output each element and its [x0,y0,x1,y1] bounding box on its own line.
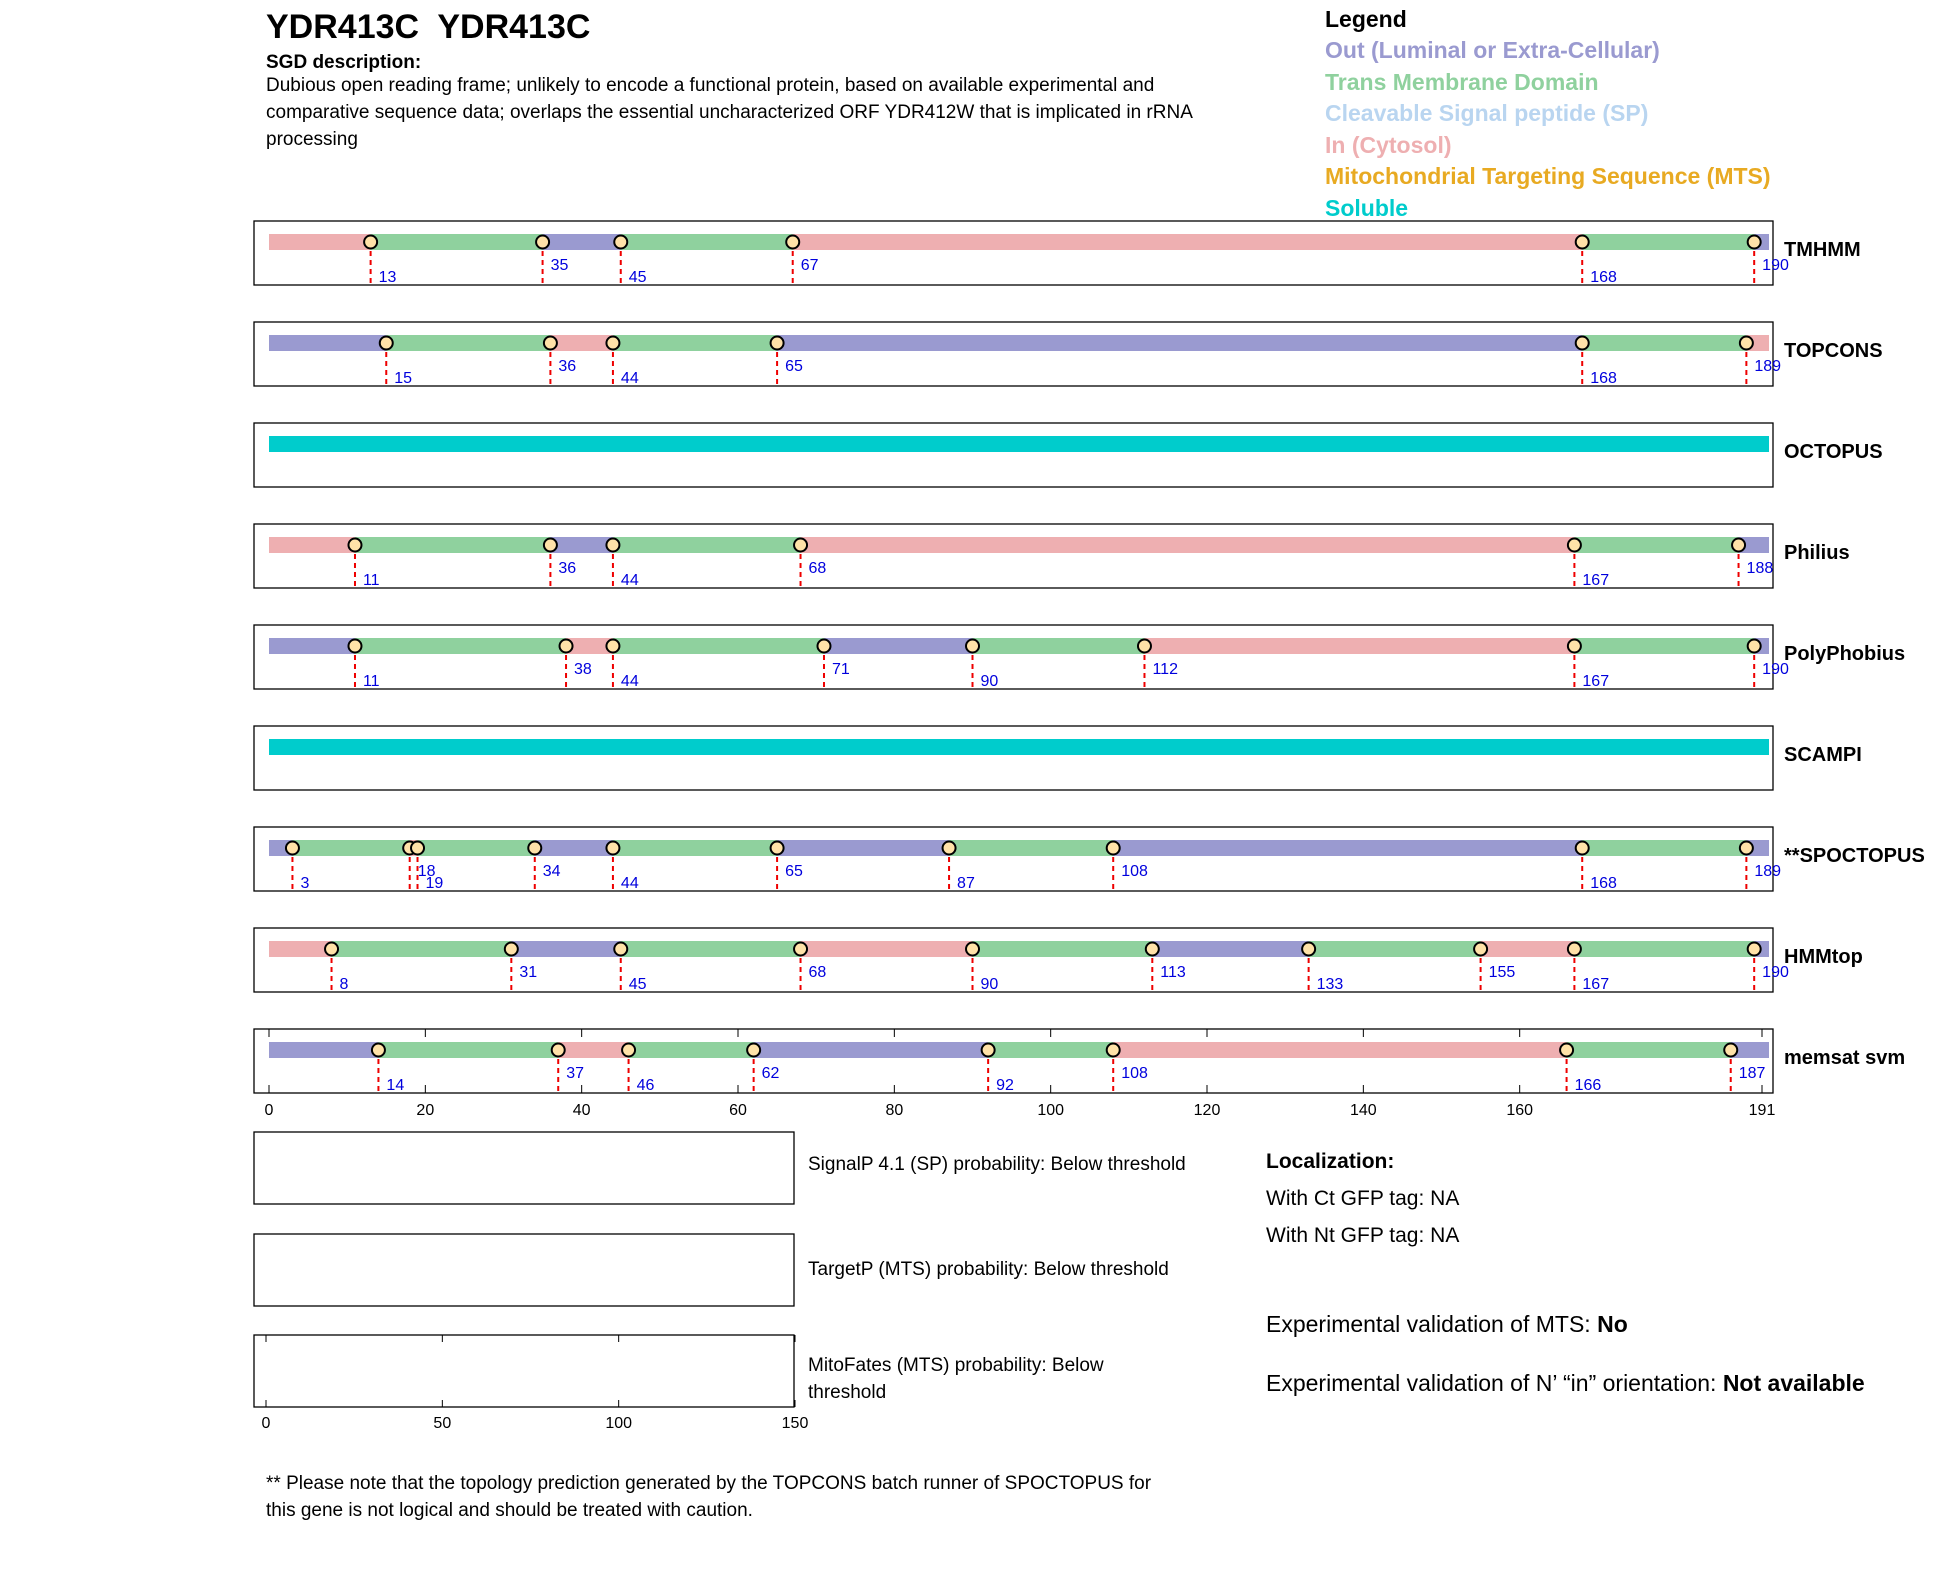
track-segment [269,638,355,654]
boundary-label: 190 [1762,257,1789,274]
track-segment [535,840,613,856]
boundary-label: 38 [574,661,592,678]
track-segment [550,335,613,351]
track-segment [613,638,824,654]
boundary-marker [982,1044,995,1057]
boundary-label: 31 [519,964,538,981]
boundary-label: 68 [808,560,827,577]
track-frame [254,827,1773,891]
boundary-label: 11 [362,572,380,589]
track-name: OCTOPUS [1784,441,1883,463]
boundary-label: 167 [1582,976,1610,993]
track-segment [613,840,777,856]
legend-item: Soluble [1325,194,1409,221]
boundary-label: 68 [808,964,827,981]
probability-frame [254,1132,794,1204]
page-title: YDR413C YDR413C [266,8,591,46]
track-segment [973,941,1153,957]
boundary-label: 190 [1762,964,1789,981]
boundary-label: 8 [339,976,349,993]
x-tick-label: 60 [729,1102,747,1119]
track-segment [269,537,355,553]
track-segment [543,234,621,250]
boundary-marker [1107,1044,1120,1057]
track-segment [1567,1042,1731,1058]
boundary-label: 36 [558,358,577,375]
boundary-label: 44 [620,572,639,589]
track-segment [801,537,1575,553]
boundary-marker [364,236,377,249]
boundary-marker [606,842,619,855]
mts-validation [1266,1308,1886,1340]
boundary-marker [614,943,627,956]
localization-heading: Localization: [1266,1150,1395,1173]
track-name: Philius [1784,542,1850,564]
track-name: PolyPhobius [1784,643,1906,665]
track-segment [269,1042,378,1058]
track-segment [621,941,801,957]
track-segment [558,1042,628,1058]
boundary-marker [771,842,784,855]
x-tick-label: 140 [1349,1102,1377,1119]
track-segment [511,941,620,957]
boundary-marker [1748,236,1761,249]
boundary-label: 90 [980,673,999,690]
track-name: HMMtop [1784,946,1863,968]
boundary-label: 44 [620,673,639,690]
track-name: TMHMM [1784,239,1861,261]
legend-item: Out (Luminal or Extra-Cellular) [1325,37,1660,63]
boundary-marker [286,842,299,855]
boundary-label: 65 [785,863,803,880]
track-segment [949,840,1113,856]
boundary-marker [1576,842,1589,855]
track-segment [754,1042,989,1058]
track-segment [355,638,566,654]
orientation-validation-value: Not available [1722,1370,1865,1396]
boundary-marker [528,842,541,855]
boundary-marker [411,842,424,855]
boundary-label: 168 [1590,875,1617,892]
boundary-marker [1724,1044,1737,1057]
track-segment [1582,234,1754,250]
boundary-marker [966,640,979,653]
track-segment [418,840,535,856]
boundary-label: 189 [1754,358,1782,375]
track-segment [613,335,777,351]
track-name: SCAMPI [1784,744,1862,766]
track-segment [1481,941,1575,957]
track-segment [269,234,371,250]
boundary-marker [1576,337,1589,350]
track-name: memsat svm [1784,1047,1906,1069]
boundary-marker [794,539,807,552]
mts-validation-label: Experimental validation of MTS: [1266,1311,1598,1337]
track-segment [332,941,512,957]
boundary-label: 92 [996,1077,1014,1094]
boundary-marker [817,640,830,653]
targetp-label: TargetP (MTS) probability: Below threshold [808,1259,1169,1280]
prob-tick-label: 0 [261,1415,271,1432]
boundary-label: 71 [831,661,850,678]
track-name: **SPOCTOPUS [1784,845,1925,867]
track-segment [371,234,543,250]
boundary-marker [348,640,361,653]
prob-tick-label: 100 [605,1415,633,1432]
track-segment [292,840,409,856]
nt-gfp-tag: With Nt GFP tag: NA [1266,1224,1460,1247]
boundary-marker [1474,943,1487,956]
legend-item: In (Cytosol) [1325,131,1452,158]
track-segment [355,537,550,553]
boundary-label: 14 [386,1077,405,1094]
boundary-label: 34 [542,863,561,880]
track-segment [269,436,1769,452]
boundary-label: 168 [1590,370,1617,387]
boundary-marker [372,1044,385,1057]
boundary-marker [614,236,627,249]
boundary-marker [771,337,784,350]
boundary-marker [1568,640,1581,653]
boundary-marker [1568,943,1581,956]
boundary-marker [560,640,573,653]
prob-tick-label: 50 [433,1415,452,1432]
boundary-label: 46 [636,1077,655,1094]
signalp-label: SignalP 4.1 (SP) probability: Below threshold [808,1154,1186,1175]
boundary-label: 189 [1754,863,1782,880]
boundary-marker [1748,640,1761,653]
boundary-label: 133 [1316,976,1344,993]
boundary-label: 67 [800,257,819,274]
boundary-marker [606,539,619,552]
track-segment [973,638,1145,654]
track-segment [824,638,973,654]
boundary-label: 187 [1738,1065,1766,1082]
boundary-marker [1302,943,1315,956]
track-segment [1309,941,1481,957]
track-segment [621,234,793,250]
legend-title: Legend [1325,6,1407,32]
boundary-marker [606,337,619,350]
boundary-marker [1568,539,1581,552]
boundary-marker [1560,1044,1573,1057]
boundary-label: 87 [957,875,975,892]
boundary-label: 13 [378,269,397,286]
x-tick-label: 40 [572,1102,591,1119]
boundary-label: 36 [558,560,577,577]
x-tick-label: 191 [1748,1102,1776,1119]
track-frame [254,625,1773,689]
boundary-label: 18 [417,863,436,880]
x-tick-label: 80 [885,1102,904,1119]
orientation-validation-label: Experimental validation of N’ “in” orientation: [1266,1370,1723,1396]
boundary-marker [552,1044,565,1057]
boundary-label: 19 [425,875,444,892]
boundary-label: 167 [1582,673,1610,690]
boundary-marker [1748,943,1761,956]
boundary-marker [1740,842,1753,855]
prob-tick-label: 150 [781,1415,809,1432]
track-frame [254,726,1773,790]
x-tick-label: 120 [1193,1102,1221,1119]
track-segment [777,840,949,856]
track-segment [550,537,613,553]
boundary-marker [943,842,956,855]
mitofates-label: MitoFates (MTS) probability: Below threshold [808,1355,1104,1403]
boundary-label: 188 [1746,560,1774,577]
track-frame [254,221,1773,285]
boundary-label: 108 [1121,863,1148,880]
track-segment [269,739,1769,755]
boundary-marker [1740,337,1753,350]
boundary-marker [747,1044,760,1057]
boundary-label: 3 [300,875,310,892]
x-tick-label: 160 [1506,1102,1534,1119]
track-segment [269,335,386,351]
track-segment [1113,840,1582,856]
boundary-label: 167 [1582,572,1610,589]
boundary-marker [966,943,979,956]
boundary-label: 166 [1574,1077,1602,1094]
track-frame [254,423,1773,487]
track-segment [629,1042,754,1058]
legend-item: Cleavable Signal peptide (SP) [1325,100,1649,126]
boundary-marker [794,943,807,956]
legend-item: Trans Membrane Domain [1325,68,1599,95]
boundary-marker [1138,640,1151,653]
footnote: ** Please note that the topology prediction generated by the TOPCONS batch runner of SPOCTOPUS for this gene is not logical and should be treated with caution. [266,1473,1152,1521]
track-name: TOPCONS [1784,340,1883,362]
track-segment [1144,638,1574,654]
boundary-marker [1107,842,1120,855]
boundary-marker [1732,539,1745,552]
boundary-label: 90 [980,976,999,993]
boundary-label: 11 [362,673,380,690]
track-frame [254,524,1773,588]
boundary-label: 113 [1160,964,1186,981]
boundary-label: 112 [1152,661,1178,678]
boundary-label: 62 [761,1065,780,1082]
boundary-label: 45 [628,976,647,993]
boundary-marker [536,236,549,249]
boundary-marker [544,337,557,350]
boundary-label: 35 [550,257,569,274]
boundary-marker [325,943,338,956]
x-tick-label: 0 [264,1102,274,1119]
track-segment [378,1042,558,1058]
track-segment [1113,1042,1566,1058]
boundary-marker [505,943,518,956]
boundary-marker [786,236,799,249]
boundary-marker [348,539,361,552]
track-segment [386,335,550,351]
boundary-label: 65 [785,358,803,375]
boundary-marker [622,1044,635,1057]
track-frame [254,928,1773,992]
track-segment [613,537,801,553]
boundary-label: 15 [394,370,413,387]
boundary-label: 108 [1121,1065,1148,1082]
boundary-label: 155 [1488,964,1516,981]
boundary-marker [1146,943,1159,956]
track-segment [777,335,1582,351]
track-segment [1574,638,1754,654]
sgd-description-label: SGD description: [266,52,422,73]
track-segment [269,941,332,957]
sgd-description-text: Dubious open reading frame; unlikely to encode a functional protein, based on available experimental and comparative sequence data; overlaps the essential uncharacterized ORF YDR412W that is implicated in rRNA processing [266,75,1192,150]
track-segment [1582,840,1746,856]
boundary-label: 37 [566,1065,585,1082]
boundary-marker [606,640,619,653]
boundary-label: 190 [1762,661,1789,678]
boundary-label: 168 [1590,269,1617,286]
boundary-marker [544,539,557,552]
probability-frame [254,1335,794,1407]
boundary-marker [380,337,393,350]
track-segment [1574,537,1738,553]
probability-frame [254,1234,794,1306]
x-tick-label: 100 [1037,1102,1065,1119]
x-tick-label: 20 [416,1102,435,1119]
track-segment [1582,335,1746,351]
track-segment [793,234,1582,250]
boundary-label: 44 [620,370,639,387]
ct-gfp-tag: With Ct GFP tag: NA [1266,1187,1460,1210]
track-segment [801,941,973,957]
mts-validation-value: No [1597,1311,1628,1337]
orientation-validation [1266,1367,1886,1399]
track-segment [1574,941,1754,957]
boundary-marker [1576,236,1589,249]
track-segment [988,1042,1113,1058]
boundary-label: 45 [628,269,647,286]
legend-item: Mitochondrial Targeting Sequence (MTS) [1325,163,1771,189]
boundary-label: 44 [620,875,639,892]
track-segment [1152,941,1308,957]
track-frame [254,322,1773,386]
